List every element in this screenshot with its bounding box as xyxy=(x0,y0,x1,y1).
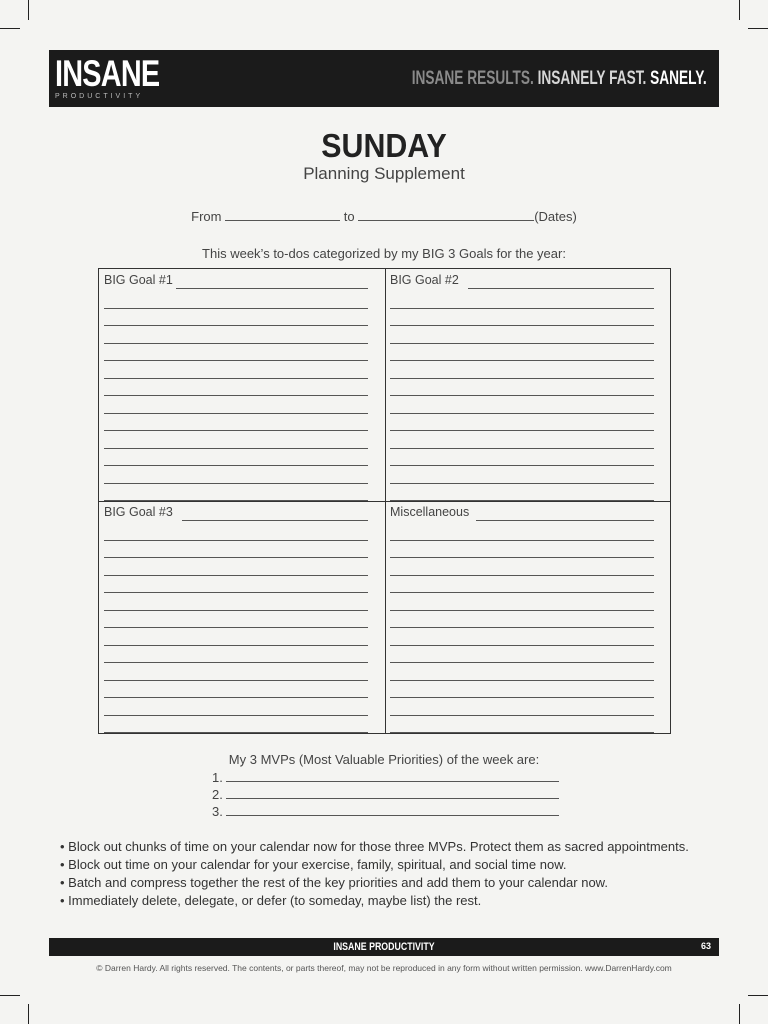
crop-mark xyxy=(748,995,768,996)
mvp-field[interactable] xyxy=(226,770,559,782)
writing-line[interactable] xyxy=(104,449,368,467)
writing-line[interactable] xyxy=(390,558,654,576)
to-label: to xyxy=(343,209,355,224)
writing-line[interactable] xyxy=(104,628,368,646)
crop-mark xyxy=(28,0,29,20)
mvp-title: My 3 MVPs (Most Valuable Priorities) of the week are: xyxy=(228,752,540,767)
copyright-notice: © Darren Hardy. All rights reserved. The contents, or parts thereof, may not be reproduced in any form without written permission. www.DarrenHardy.com xyxy=(96,963,672,973)
from-date-field[interactable] xyxy=(225,209,340,221)
header-band xyxy=(49,50,719,107)
footer-title: INSANE PRODUCTIVITY xyxy=(333,941,435,953)
writing-line[interactable] xyxy=(390,523,654,541)
writing-line[interactable] xyxy=(104,523,368,541)
categories-intro: This week’s to-dos categorized by my BIG 3 Goals for the year: xyxy=(202,246,566,261)
writing-line[interactable] xyxy=(104,379,368,397)
crop-mark xyxy=(0,28,20,29)
writing-line[interactable] xyxy=(390,663,654,681)
tagline xyxy=(412,67,707,91)
crop-mark xyxy=(28,1004,29,1024)
writing-line[interactable] xyxy=(390,716,654,734)
writing-line[interactable] xyxy=(390,466,654,484)
instruction-list xyxy=(60,838,689,910)
goal-box-header xyxy=(390,273,654,291)
goal-box-header xyxy=(390,505,654,523)
date-range-line xyxy=(0,209,768,224)
goal-label: BIG Goal #3 xyxy=(104,505,173,519)
grid-divider-horizontal xyxy=(99,501,670,502)
tagline-part-2: INSANELY FAST. xyxy=(537,68,647,89)
crop-mark xyxy=(739,1004,740,1024)
writing-line[interactable] xyxy=(390,414,654,432)
goal-name-field[interactable] xyxy=(476,520,654,521)
writing-line[interactable] xyxy=(390,541,654,559)
writing-line[interactable] xyxy=(104,558,368,576)
mvp-item-1 xyxy=(212,770,559,785)
writing-line[interactable] xyxy=(104,611,368,629)
writing-line[interactable] xyxy=(390,361,654,379)
goal-label: BIG Goal #1 xyxy=(104,273,173,287)
mvp-number: 1. xyxy=(212,770,223,785)
page-title: SUNDAY xyxy=(321,127,447,164)
writing-line[interactable] xyxy=(104,326,368,344)
writing-line[interactable] xyxy=(104,646,368,664)
writing-line[interactable] xyxy=(390,379,654,397)
writing-line[interactable] xyxy=(104,593,368,611)
goal-box-misc xyxy=(390,505,654,733)
writing-line[interactable] xyxy=(104,466,368,484)
mvp-number: 2. xyxy=(212,787,223,802)
writing-line[interactable] xyxy=(104,484,368,502)
goal-box-1 xyxy=(104,273,368,501)
writing-line[interactable] xyxy=(104,414,368,432)
writing-line[interactable] xyxy=(104,541,368,559)
writing-line[interactable] xyxy=(104,663,368,681)
goal-label: BIG Goal #2 xyxy=(390,273,459,287)
writing-line[interactable] xyxy=(390,646,654,664)
writing-line[interactable] xyxy=(104,291,368,309)
writing-line[interactable] xyxy=(390,431,654,449)
crop-mark xyxy=(0,995,20,996)
goal-lines[interactable] xyxy=(104,291,368,501)
to-date-field[interactable] xyxy=(358,209,534,221)
brand-logo: INSANE xyxy=(55,53,160,94)
writing-line[interactable] xyxy=(390,681,654,699)
goal-name-field[interactable] xyxy=(468,288,654,289)
writing-line[interactable] xyxy=(390,628,654,646)
mvp-field[interactable] xyxy=(226,804,559,816)
page-subtitle: Planning Supplement xyxy=(303,164,465,183)
writing-line[interactable] xyxy=(104,361,368,379)
writing-line[interactable] xyxy=(104,698,368,716)
writing-line[interactable] xyxy=(390,449,654,467)
crop-mark xyxy=(739,0,740,20)
writing-line[interactable] xyxy=(390,698,654,716)
writing-line[interactable] xyxy=(104,431,368,449)
mvp-item-3 xyxy=(212,804,559,819)
writing-line[interactable] xyxy=(390,344,654,362)
brand-logo-subtitle: PRODUCTIVITY xyxy=(55,93,144,100)
page-number: 63 xyxy=(700,941,711,951)
mvp-field[interactable] xyxy=(226,787,559,799)
instruction-item: • Block out time on your calendar for your exercise, family, spiritual, and social time now. xyxy=(60,857,567,872)
writing-line[interactable] xyxy=(104,716,368,734)
tagline-part-1: INSANE RESULTS. xyxy=(412,68,535,89)
instruction-item: • Immediately delete, delegate, or defer (to someday, maybe list) the rest. xyxy=(60,893,482,908)
goal-box-header xyxy=(104,273,368,291)
writing-line[interactable] xyxy=(104,681,368,699)
goal-box-header xyxy=(104,505,368,523)
goal-label: Miscellaneous xyxy=(390,505,470,519)
writing-line[interactable] xyxy=(390,396,654,414)
tagline-part-3: SANELY. xyxy=(650,68,707,89)
goal-lines[interactable] xyxy=(104,523,368,733)
crop-mark xyxy=(748,28,768,29)
writing-line[interactable] xyxy=(104,396,368,414)
writing-line[interactable] xyxy=(390,576,654,594)
writing-line[interactable] xyxy=(390,309,654,327)
goal-name-field[interactable] xyxy=(176,288,368,289)
from-label: From xyxy=(191,209,222,224)
mvp-number: 3. xyxy=(212,804,223,819)
writing-line[interactable] xyxy=(390,291,654,309)
writing-line[interactable] xyxy=(390,484,654,502)
writing-line[interactable] xyxy=(104,309,368,327)
goal-name-field[interactable] xyxy=(182,520,368,521)
writing-line[interactable] xyxy=(104,576,368,594)
goal-lines[interactable] xyxy=(390,523,654,733)
goal-lines[interactable] xyxy=(390,291,654,501)
goal-box-2 xyxy=(390,273,654,501)
goal-box-3 xyxy=(104,505,368,733)
writing-line[interactable] xyxy=(390,593,654,611)
dates-label: (Dates) xyxy=(534,209,577,224)
instruction-item: • Batch and compress together the rest of the key priorities and add them to your calendar now. xyxy=(60,875,608,890)
writing-line[interactable] xyxy=(390,326,654,344)
writing-line[interactable] xyxy=(390,611,654,629)
footer-band xyxy=(49,938,719,956)
instruction-item: • Block out chunks of time on your calendar now for those three MVPs. Protect them as sacred appointments. xyxy=(60,839,689,854)
goals-grid xyxy=(98,268,671,734)
mvp-item-2 xyxy=(212,787,559,802)
writing-line[interactable] xyxy=(104,344,368,362)
